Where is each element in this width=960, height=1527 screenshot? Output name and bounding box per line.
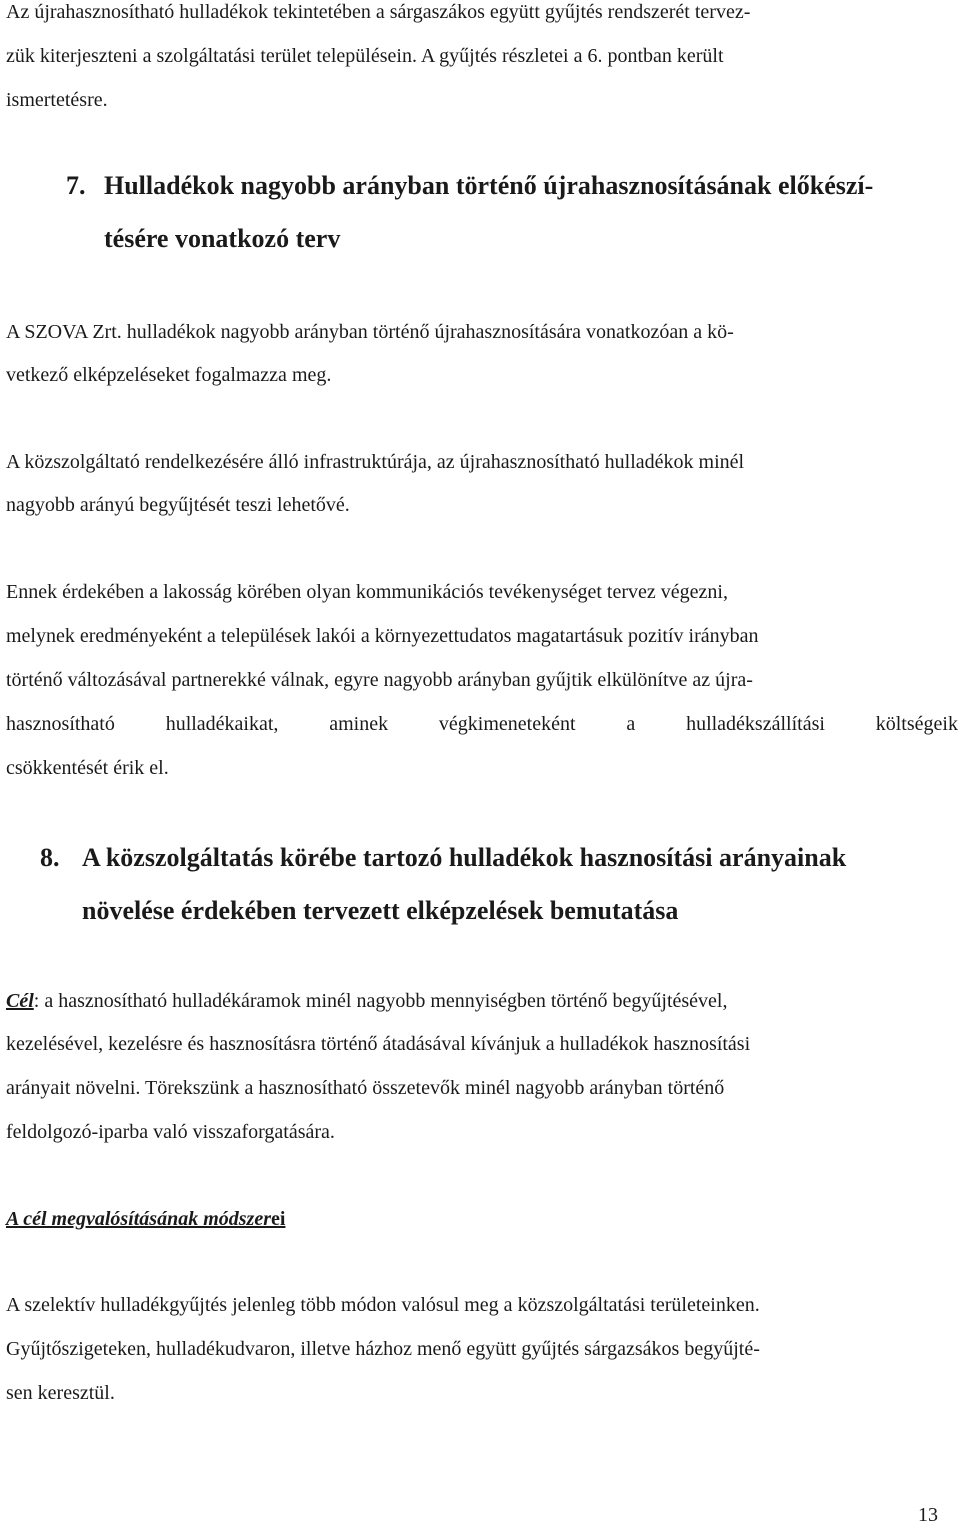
s7-p3-line-5: csökkentését érik el. [6,757,169,779]
section-8-title-line-1: A közszolgáltatás körébe tartozó hulladékok hasznosítási arányainak [82,843,847,872]
word: költségeik [875,713,958,735]
goal-line-2: kezelésével, kezelésre és hasznosításra történő átadásával kívánjuk a hulladékok hasznosítási [6,1033,751,1055]
method-heading-tail: ei [271,1208,286,1230]
s7-p2-line-2: nagyobb arányú begyűjtését teszi lehetővé. [6,494,350,516]
goal-line-1 [6,991,727,1011]
section-7-title-line-1: Hulladékok nagyobb arányban történő újrahasznosításának előkészí- [104,171,874,200]
method-line-2: Gyűjtőszigeteken, hulladékudvaron, illetve házhoz menő együtt gyűjtés sárgazsákos begyűjté- [6,1338,760,1360]
section-8-heading [40,845,846,871]
section-7-number: 7. [66,171,86,200]
word: hasznosítható [6,713,115,735]
section-8-title-line-2: növelése érdekében tervezett elképzelések bemutatása [82,896,679,925]
goal-line-4: feldolgozó-iparba való visszaforgatására. [6,1121,335,1143]
word: hulladékaikat, [165,713,279,735]
section-8-number: 8. [40,843,60,872]
method-heading [6,1209,285,1229]
s7-p2-line-1: A közszolgáltató rendelkezésére álló infrastruktúrája, az újrahasznosítható hulladékok minél [6,451,745,473]
method-line-1: A szelektív hulladékgyűjtés jelenleg több módon valósul meg a közszolgáltatási területeinken. [6,1294,760,1316]
method-heading-italic: A cél megvalósításának módszer [6,1208,271,1230]
s7-p3-line-2: melynek eredményeként a települések lakói a környezettudatos magatartásuk pozitív irányban [6,625,759,647]
intro-line-3: ismertetésre. [6,89,108,111]
section-7-heading [66,173,873,199]
goal-line-1-text: : a hasznosítható hulladékáramok minél nagyobb mennyiségben történő begyűjtésével, [33,990,728,1012]
s7-p1-line-1: A SZOVA Zrt. hulladékok nagyobb arányban történő újrahasznosítására vonatkozóan a kö- [6,321,734,343]
word: végkimeneteként [438,713,576,735]
method-line-3: sen keresztül. [6,1382,115,1404]
s7-p1-line-2: vetkező elképzeléseket fogalmazza meg. [6,364,332,386]
intro-line-2: zük kiterjeszteni a szolgáltatási terület településein. A gyűjtés részletei a 6. pontban került [6,45,724,67]
goal-line-3: arányait növelni. Törekszünk a hasznosítható összetevők minél nagyobb arányban történő [6,1077,725,1099]
word: a [626,713,636,735]
word: hulladékszállítási [686,713,825,735]
goal-label: Cél [6,990,34,1012]
s7-p3-line-3: történő változásával partnerekké válnak, egyre nagyobb arányban gyűjtik elkülönítve az újra- [6,669,753,691]
s7-p3-line-4 [6,714,958,734]
word: aminek [329,713,389,735]
s7-p3-line-1: Ennek érdekében a lakosság körében olyan kommunikációs tevékenységet tervez végezni, [6,581,728,603]
intro-line-1: Az újrahasznosítható hulladékok tekintetében a sárgaszákos együtt gyűjtés rendszerét tervez- [6,1,751,23]
section-7-title-line-2: tésére vonatkozó terv [104,224,341,253]
page-number: 13 [918,1504,938,1526]
